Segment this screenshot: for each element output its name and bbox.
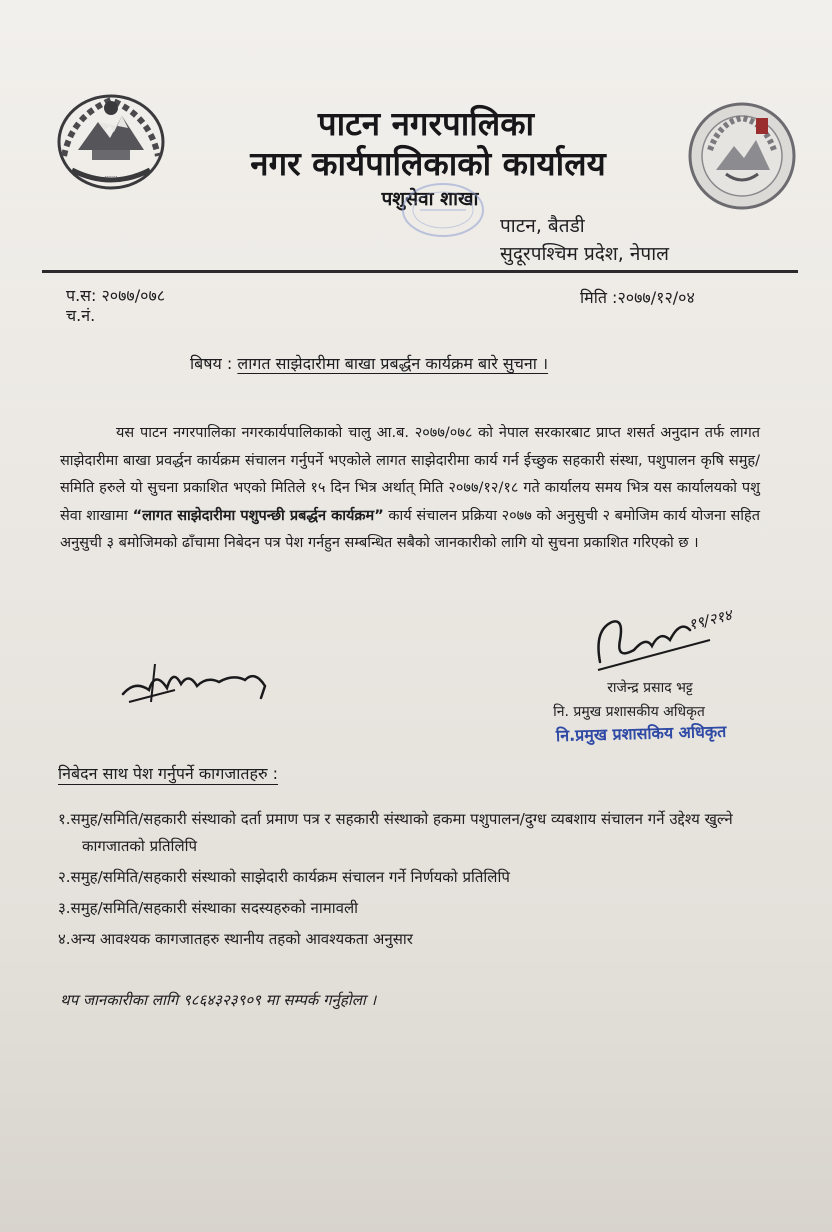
- subject-text: लागत साझेदारीमा बाखा प्रबर्द्धन कार्यक्रम बारे सुचना ।: [237, 354, 549, 373]
- list-item: १.समुह/समिति/सहकारी संस्थाको दर्ता प्रमाण पत्र र सहकारी संस्थाको हकमा पशुपालन/दुग्ध व्यबशाय संचालन गर्ने उद्देश्य खुल्ने कागजातको प्रतिलिपि: [58, 810, 733, 855]
- documents-heading: निबेदन साथ पेश गर्नुपर्ने कागजातहरु :: [58, 764, 279, 783]
- documents-list: [58, 806, 758, 957]
- signature-note: १९/२१४: [686, 605, 734, 634]
- patra-sankhya: प.स: २०७७/०७८: [66, 286, 166, 305]
- chalani-number: च.नं.: [66, 306, 96, 325]
- right-signature-icon: [590, 600, 740, 680]
- svg-text:·······: ·······: [104, 174, 118, 181]
- list-item: ३.समुह/समिति/सहकारी संस्थाका सदस्यहरुको नामावली: [58, 899, 359, 917]
- subject-label: बिषय :: [190, 354, 233, 373]
- notice-date: मिति :२०७७/१२/०४: [580, 288, 695, 307]
- list-item: २.समुह/समिति/सहकारी संस्थाको साझेदारी कार्यक्रम संचालन गर्ने निर्णयको प्रतिलिपि: [58, 868, 510, 886]
- left-signature-icon: [115, 650, 285, 714]
- office-subtitle: नगर कार्यपालिकाको कार्यालय: [250, 144, 606, 183]
- list-item: ४.अन्य आवश्यक कागजातहरु स्थानीय तहको आवश्यकता अनुसार: [58, 930, 413, 948]
- header-divider: [42, 270, 798, 273]
- program-name: “लागत साझेदारीमा पशुपन्छी प्रबर्द्धन कार्यक्रम”: [132, 507, 384, 524]
- address-line-1: पाटन, बैतडी: [500, 215, 585, 237]
- subject-line: [190, 352, 548, 374]
- contact-line: थप जानकारीका लागि ९८६४३२३९०९ मा सम्पर्क गर्नुहोला ।: [60, 991, 377, 1009]
- body-part-1: यस पाटन नगरपालिका नगरकार्यपालिकाको चालु आ.ब. २०७७/०७८ को नेपाल सरकारबाट प्राप्त शसर्त अनुदान तर्फ लागत साझेदारीमा बाखा प्रवर्द्धन कार्यक्रम संचालन गर्नुपर्ने भएकोले लागत साझेदारीमा कार्य गर्न ईच्छुक सहकारी संस्था, पशुपालन कृषि समुह/समिति हरुले यो सुचना प्रकाशित भएको मितिले १५ दिन भित्र अर्थात् मिति २०७७/१२/१८ गते कार्यालय समय भित्र यस कार्यालयको पशु सेवा शाखामा: [60, 425, 760, 524]
- signatory-designation: नि. प्रमुख प्रशासकीय अधिकृत: [553, 704, 705, 720]
- signatory-name: राजेन्द्र प्रसाद भट्ट: [607, 680, 693, 696]
- received-stamp-icon: [398, 180, 488, 240]
- address-line-2: सुदूरपश्चिम प्रदेश, नेपाल: [500, 243, 669, 265]
- section-name: पशुसेवा शाखा: [381, 188, 479, 210]
- body-part-2: कार्य संचालन प्रक्रिया २०७७ को अनुसुची २ बमोजिम कार्य योजना सहित अनुसुची ३ बमोजिमको ढाँचामा निबेदन पत्र पेश गर्नहुन सम्बन्धित सबैको जानकारीको लागि यो सुचना प्रकाशित गरिएको छ ।: [60, 507, 761, 551]
- designation-stamp: नि.प्रमुख प्रशासकिय अधिकृत: [555, 721, 727, 746]
- office-name: पाटन नगरपालिका: [317, 104, 535, 143]
- notice-body: [60, 420, 760, 558]
